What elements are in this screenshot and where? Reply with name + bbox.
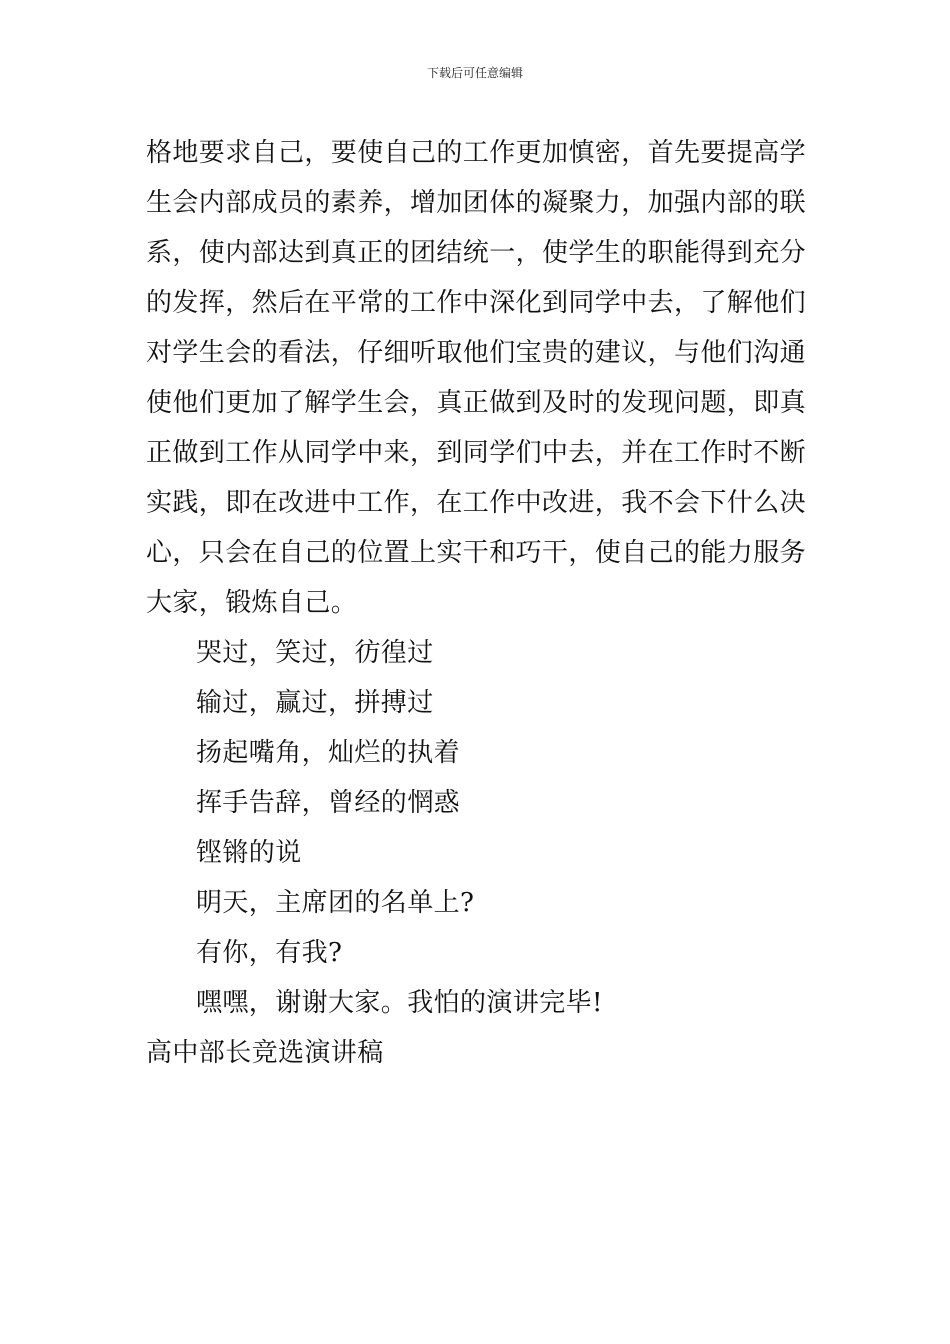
- poem-line: 铿锵的说: [196, 838, 302, 868]
- poem-line: 哭过，笑过，彷徨过: [196, 638, 434, 668]
- page-header: 下载后可任意编辑: [426, 66, 523, 80]
- poem-line: 嘿嘿，谢谢大家。我怕的演讲完毕!: [196, 988, 603, 1018]
- paragraph-line: 的发挥，然后在平常的工作中深化到同学中去，了解他们: [146, 288, 807, 318]
- poem-line: 挥手告辞，曾经的惘惑: [196, 788, 461, 818]
- paragraph-line: 生会内部成员的素养，增加团体的凝聚力，加强内部的联: [146, 188, 807, 218]
- paragraph-line: 使他们更加了解学生会，真正做到及时的发现问题，即真: [146, 388, 807, 418]
- paragraph-line: 正做到工作从同学中来，到同学们中去，并在工作时不断: [146, 438, 807, 468]
- paragraph-line: 实践，即在改进中工作，在工作中改进，我不会下什么决: [146, 488, 807, 518]
- document-body: [146, 128, 810, 1078]
- poem-line: 明天，主席团的名单上?: [196, 888, 475, 918]
- paragraph-line: 大家，锻炼自己。: [146, 588, 358, 618]
- paragraph-line: 系，使内部达到真正的团结统一，使学生的职能得到充分: [146, 238, 807, 268]
- poem-line: 扬起嘴角，灿烂的执着: [196, 738, 461, 768]
- paragraph-line: 格地要求自己，要使自己的工作更加慎密，首先要提高学: [146, 138, 807, 168]
- next-section-title: 高中部长竞选演讲稿: [146, 1038, 384, 1068]
- paragraph-line: 心，只会在自己的位置上实干和巧干，使自己的能力服务: [146, 538, 807, 568]
- poem-line: 输过，赢过，拼搏过: [196, 688, 434, 718]
- poem-line: 有你，有我?: [196, 938, 343, 968]
- paragraph-line: 对学生会的看法，仔细听取他们宝贵的建议，与他们沟通: [146, 338, 807, 368]
